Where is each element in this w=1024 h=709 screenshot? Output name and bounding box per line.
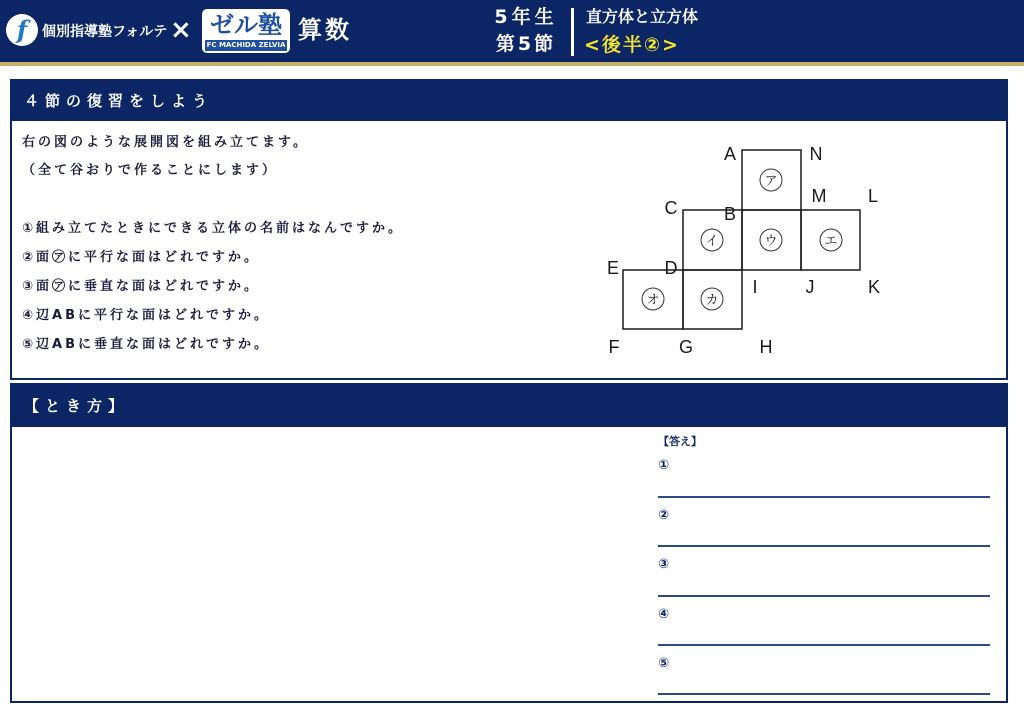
question-3: ③面㋐に垂直な面はどれですか。 [22, 279, 261, 294]
answer-line-2[interactable] [658, 545, 990, 547]
zelvia-logo-subtext: FC MACHIDA ZELVIA [206, 41, 286, 49]
header-accent-line [0, 62, 1024, 66]
question-2: ②面㋐に平行な面はどれですか。 [22, 250, 261, 265]
subject-title: 算数 [298, 16, 352, 44]
answer-label-2: ② [658, 508, 670, 523]
forte-logo: f [6, 14, 38, 46]
section-label: 第5節 [495, 33, 557, 55]
vertex-label-b: B [723, 204, 737, 224]
header-bar [0, 0, 1024, 62]
vertex-label-e: E [606, 258, 620, 278]
answer-line-5[interactable] [658, 693, 990, 695]
vertex-label-h: H [759, 337, 773, 357]
zelvia-logo-text: ゼル塾 [210, 11, 282, 39]
answer-line-3[interactable] [658, 595, 990, 597]
vertex-label-j: J [805, 277, 815, 297]
question-1: ①組み立てたときにできる立体の名前はなんですか。 [22, 221, 405, 236]
answer-label-3: ③ [658, 557, 670, 572]
topic-title: 直方体と立方体 [586, 7, 699, 26]
solution-panel [10, 383, 1008, 703]
intro-line-1: 右の図のような展開図を組み立てます。 [22, 135, 309, 150]
answer-line-4[interactable] [658, 644, 990, 646]
answer-label-4: ④ [658, 607, 670, 622]
vertex-label-l: L [867, 186, 879, 206]
face-label-u: ウ [764, 234, 778, 249]
net-diagram [602, 133, 912, 368]
header-divider [571, 8, 574, 56]
face-label-ka: カ [705, 293, 719, 308]
vertex-label-a: A [723, 144, 737, 164]
zelvia-logo [202, 9, 290, 53]
brand-name: 個別指導塾フォルテ [42, 24, 168, 40]
vertex-label-g: G [678, 337, 694, 357]
face-label-o: オ [646, 293, 660, 308]
face-label-a: ア [764, 174, 778, 189]
vertex-label-m: M [811, 186, 827, 206]
answer-label-5: ⑤ [658, 656, 670, 671]
vertex-label-f: F [608, 337, 620, 357]
answer-title: 【答え】 [658, 435, 702, 448]
vertex-label-i: I [752, 277, 758, 297]
review-heading: ４節の復習をしよう [12, 81, 1006, 121]
vertex-label-d: D [664, 258, 678, 278]
face-label-i: イ [705, 234, 719, 249]
answer-label-1: ① [658, 458, 670, 473]
cross-mark: × [170, 15, 192, 45]
vertex-label-c: C [664, 198, 678, 218]
topic-subtitle: <後半②> [584, 34, 680, 56]
solution-heading: 【とき方】 [12, 385, 1006, 427]
review-panel [10, 79, 1008, 380]
answer-line-1[interactable] [658, 496, 990, 498]
vertex-label-n: N [809, 144, 823, 164]
question-5: ⑤辺ABに垂直な面はどれですか。 [22, 337, 270, 352]
face-label-e: エ [824, 234, 838, 249]
grade-label: 5年生 [494, 6, 558, 28]
intro-line-2: （全て谷おりで作ることにします） [22, 163, 279, 178]
question-4: ④辺ABに平行な面はどれですか。 [22, 308, 270, 323]
vertex-label-k: K [867, 277, 881, 297]
